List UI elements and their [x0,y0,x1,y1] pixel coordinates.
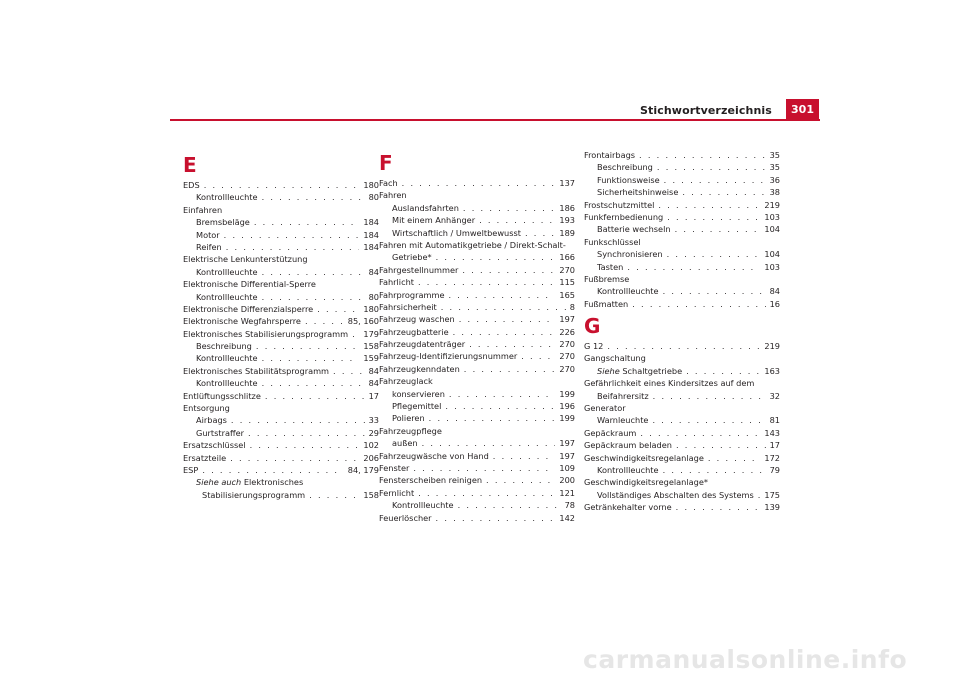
index-entry-label: Frontairbags [584,150,636,160]
dot-leader [479,214,555,226]
index-page-number: 270 [559,264,575,275]
dot-leader [333,365,365,377]
see-also-line [183,476,379,488]
index-entry [584,414,780,426]
index-entry-label: Beifahrersitz [597,390,649,401]
index-entry [584,365,780,377]
index-entry [584,223,780,235]
index-page-number: 84 [368,378,379,389]
index-entry-label: Batterie wechseln [597,224,671,235]
index-page-number: 109 [559,462,575,473]
index-entry-label: Vollständiges Abschalten des Systems [597,489,754,500]
index-page-number: 163 [764,365,780,376]
index-entry-label: Polieren [392,413,425,424]
index-entry-label: Fahrzeugkenndaten [379,363,460,374]
index-page-number: 193 [559,215,575,226]
index-entry [183,229,379,241]
index-entry [379,177,575,189]
dot-leader [458,499,561,511]
index-entry-label: Wirtschaftlich / Umweltbewusst [392,227,521,238]
dot-leader [262,191,365,203]
index-entry [379,512,575,524]
dot-leader [708,452,760,464]
index-column-1 [183,154,379,501]
dot-leader [248,427,365,439]
dot-leader [676,439,766,451]
index-page-number: 199 [559,388,575,399]
index-entry-text: Schaltgetriebe [622,365,683,376]
index-entry-label: Fensterscheiben reinigen [379,475,483,486]
dot-leader [352,328,359,340]
index-page-number: 33 [368,415,379,426]
dot-leader [462,264,555,276]
index-page-number: 175 [764,489,780,500]
index-page-number: 29 [368,427,379,438]
index-page-number: 179 [363,328,379,339]
index-page-number: 32 [769,390,780,401]
index-page-number: 137 [559,178,575,188]
index-page-number: 142 [559,512,575,523]
index-page-number: 172 [764,452,780,463]
index-entry-label: Fußmatten [584,298,629,309]
index-entry [584,464,780,476]
dot-leader [493,450,556,462]
dot-leader [262,352,360,364]
index-entry [584,501,780,513]
index-entry [379,301,575,313]
dot-leader [422,437,556,449]
index-entry-label: Bremsbeläge [196,217,250,228]
index-entry [584,298,780,310]
index-entry [183,365,379,377]
index-page-number: 103 [764,211,780,222]
dot-leader [607,340,760,352]
index-entry-label: Motor [196,229,220,240]
index-entry [183,390,379,402]
index-page-number: 200 [559,475,575,486]
dot-leader [262,266,365,278]
index-page-number: 79 [769,464,780,475]
index-entry-label: G 12 [584,341,604,352]
see-also-target: Stabilisierungsprogramm [202,489,306,500]
index-page-number: 180 [363,180,379,190]
dot-leader [449,289,556,301]
dot-leader [663,464,766,476]
dot-leader [305,315,344,327]
index-column-2 [379,152,575,524]
index-entry-label: Fahrprogramme [379,289,445,300]
index-entry [584,161,780,173]
index-entry [183,464,379,476]
index-page-number: 104 [764,224,780,235]
index-page-number: 166 [559,252,575,263]
index-entry-label: Ersatzschlüssel [183,440,246,451]
dot-leader [459,313,556,325]
index-page-number: 102 [363,440,379,451]
index-entry [183,452,379,464]
index-page-number: 78 [564,500,575,511]
index-entry-label: Beschreibung [597,162,653,173]
index-entry [379,450,575,462]
index-page-number: 184 [363,217,379,228]
index-entry [584,390,780,402]
index-page-number: 219 [764,341,780,352]
index-page-number: 219 [764,199,780,210]
index-entry-label: Synchronisieren [597,249,663,260]
index-page-number: 165 [559,289,575,300]
index-entry-label: Fahrzeug waschen [379,314,455,325]
index-entry [183,191,379,203]
index-entry-label: Ersatzteile [183,452,227,463]
index-entry-label: Auslandsfahrten [392,202,459,213]
section-letter: G [584,314,601,339]
dot-leader [464,363,556,375]
index-entry-label: Tasten [597,261,624,272]
index-entry-label: Feuerlöscher [379,512,432,523]
index-entry [379,499,575,511]
index-entry [379,363,575,375]
dot-leader [262,377,365,389]
index-entry-label: Funktionsweise [597,174,660,185]
index-entry-label: Kontrollleuchte [392,500,454,511]
dot-leader [418,276,555,288]
see-also-entry [183,489,379,501]
index-entry [379,437,575,449]
index-entry-label: Kontrollleuchte [196,266,258,277]
index-heading: Fahren mit Automatikgetriebe / Direkt-Schalt- [379,239,566,250]
index-entry [183,377,379,389]
dot-leader [402,177,556,189]
dot-leader [317,303,359,315]
index-page-number: 81 [769,415,780,426]
index-heading: Elektronische Differential-Sperre [183,279,316,290]
index-entry [379,227,575,239]
index-entry [584,489,780,501]
section-letter: E [183,153,197,177]
index-page-number: 36 [769,174,780,185]
index-page-number: 104 [764,249,780,260]
dot-leader [230,452,359,464]
index-page-number: 189 [559,227,575,238]
see-also-text: Elektronisches [243,477,304,488]
dot-leader [445,400,555,412]
index-page-number: 80 [368,291,379,302]
index-entry-label: Reifen [196,241,222,252]
index-entry [183,414,379,426]
dot-leader [652,414,765,426]
dot-leader [469,338,555,350]
dot-leader [525,227,555,239]
index-entry-label: Pflegemittel [392,401,442,412]
index-entry-label: ESP [183,464,199,475]
dot-leader [204,179,360,191]
index-page-number: 85, 160 [347,316,379,327]
index-heading: Funkschlüssel [584,236,641,247]
index-page-number: 84 [769,286,780,297]
index-entry-label: Kontrollleuchte [196,192,258,203]
dot-leader [667,248,761,260]
index-entry [183,179,379,191]
index-heading: Generator [584,403,626,414]
dot-leader [675,223,761,235]
index-entry [183,340,379,352]
dot-leader [521,350,555,362]
index-entry [183,352,379,364]
index-entry [584,261,780,273]
dot-leader [664,174,766,186]
index-page-number: 197 [559,438,575,449]
header-divider [170,119,820,121]
dot-leader [262,291,365,303]
index-page-number: 226 [559,326,575,337]
index-entry [584,452,780,464]
index-heading: Einfahren [183,204,223,215]
index-entry-label: Fahrsicherheit [379,301,437,312]
index-heading: Fußbremse [584,273,630,284]
index-entry-label: konservieren [392,388,445,399]
index-page-number: 84 [368,266,379,277]
index-entry [183,303,379,315]
dot-leader [663,285,766,297]
index-entry [379,202,575,214]
index-entry [379,251,575,263]
index-page-number: 159 [363,353,379,364]
index-page-number: 139 [764,502,780,513]
index-heading: Elektrische Lenkunterstützung [183,254,308,265]
index-column-3 [584,149,780,514]
index-entry [584,427,780,439]
dot-leader [202,464,343,476]
index-page-number: 121 [559,487,575,498]
index-entry-label: Fahrlicht [379,277,414,288]
page-number-badge: 301 [786,99,819,119]
index-page-number: 84 [368,365,379,376]
index-heading: Fahrzeuglack [379,376,433,387]
dot-leader [676,501,761,513]
index-page-number: 38 [769,187,780,198]
index-entry-label: Elektronisches Stabilisierungsprogramm [183,328,349,339]
index-page-number: 115 [559,277,575,288]
index-entry-label [597,365,682,377]
index-heading: Fahrzeugpflege [379,425,442,436]
index-heading: Gefährlichkeit eines Kindersitzes auf dem [584,378,755,389]
dot-leader [436,512,556,524]
index-entry [379,487,575,499]
index-entry-label: Fahrzeugdatenträger [379,339,466,350]
index-page-number: 197 [559,314,575,325]
index-entry [183,427,379,439]
index-page-number: 184 [363,241,379,252]
index-entry [379,326,575,338]
index-entry [183,291,379,303]
index-entry-label: Kontrollleuchte [196,378,258,389]
index-entry-label: Kontrollleuchte [196,353,258,364]
index-page-number: 158 [363,341,379,352]
index-entry-label: Fahrzeugbatterie [379,326,449,337]
index-entry [379,462,575,474]
index-entry-label: Getränkehalter vorne [584,502,672,513]
index-page-number: 8 [569,301,575,312]
index-entry-label: Kontrollleuchte [196,291,258,302]
watermark: carmanualsonline.info [583,645,908,674]
index-entry [379,289,575,301]
dot-leader [486,474,555,486]
dot-leader [429,412,556,424]
dot-leader [627,261,760,273]
index-entry-label: Getriebe* [392,252,432,263]
dot-leader [682,186,765,198]
dot-leader [667,211,760,223]
index-entry [379,214,575,226]
index-entry [379,338,575,350]
index-page-number: 270 [559,363,575,374]
dot-leader [632,298,765,310]
dot-leader [453,326,556,338]
index-entry [183,315,379,327]
dot-leader [265,390,365,402]
index-entry-label: Geschwindigkeitsregelanlage [584,452,704,463]
index-page-number: 196 [559,401,575,412]
index-entry [584,149,780,161]
index-entry-label: Mit einem Anhänger [392,215,476,226]
dot-leader [254,216,360,228]
index-entry [584,285,780,297]
dot-leader [639,149,766,161]
dot-leader [436,251,556,263]
index-entry-label: Fenster [379,462,410,473]
index-page-number: 103 [764,261,780,272]
index-entry [183,266,379,278]
index-entry-label: Kontrollleuchte [597,464,659,475]
dot-leader [441,301,566,313]
index-entry [379,388,575,400]
index-entry [379,412,575,424]
index-page-number: 17 [368,390,379,401]
index-entry-label: Funkfernbedienung [584,211,664,222]
see-reference: Siehe [597,365,620,376]
index-entry [379,264,575,276]
dot-leader [640,427,760,439]
index-heading: Geschwindigkeitsregelanlage* [584,477,708,488]
index-entry-label: Beschreibung [196,341,252,352]
dot-leader [686,365,760,377]
dot-leader [250,439,360,451]
index-entry [584,248,780,260]
index-entry-label: Warnleuchte [597,415,649,426]
index-entry-label: EDS [183,180,200,190]
index-page-number: 17 [769,440,780,451]
index-page-number: 80 [368,192,379,203]
index-entry [584,340,780,352]
index-page-number: 197 [559,450,575,461]
index-entry-label: Gepäckraum [584,427,637,438]
index-entry [379,474,575,486]
index-entry-label: Fach [379,178,398,188]
index-entry-label: Fahrzeug-Identifizierungsnummer [379,351,518,362]
index-page-number: 16 [769,298,780,309]
dot-leader [413,462,555,474]
index-entry [584,174,780,186]
index-entry-label: Fernlicht [379,487,415,498]
index-page-number: 184 [363,229,379,240]
index-entry-label: außen [392,438,418,449]
section-letter: F [379,151,393,175]
index-page-number: 35 [769,162,780,173]
index-page-number: 199 [559,413,575,424]
dot-leader [256,340,359,352]
dot-leader [653,390,766,402]
index-entry-label: Sicherheitshinweise [597,187,679,198]
page-header-title: Stichwortverzeichnis [640,104,772,117]
index-entry [379,350,575,362]
dot-leader [758,489,761,501]
index-heading: Fahren [379,190,407,201]
see-also-prefix: Siehe auch [196,477,242,488]
index-page-number: 270 [559,351,575,362]
index-page-number: 84, 179 [347,464,379,475]
index-page-number: 186 [559,202,575,213]
dot-leader [231,414,365,426]
index-entry [183,328,379,340]
index-entry-label: Gurtstraffer [196,427,245,438]
index-entry [379,313,575,325]
index-heading: Gangschaltung [584,353,646,364]
index-entry-label: Elektronisches Stabilitätsprogramm [183,365,330,376]
dot-leader [463,202,555,214]
dot-leader [657,161,766,173]
index-page-number: 180 [363,303,379,314]
index-entry-label: Kontrollleuchte [597,286,659,297]
index-entry-label: Airbags [196,415,227,426]
index-entry [183,241,379,253]
index-entry-label: Entlüftungsschlitze [183,390,261,401]
index-entry [183,216,379,228]
index-page-number: 35 [769,150,780,160]
index-entry [379,276,575,288]
dot-leader [224,229,360,241]
index-entry-label: Fahrgestellnummer [379,264,459,275]
index-page-number: 143 [764,427,780,438]
index-page-number: 270 [559,339,575,350]
index-entry [183,439,379,451]
index-entry [584,439,780,451]
dot-leader [658,199,760,211]
index-entry-label: Elektronische Differenzialsperre [183,303,314,314]
index-entry [584,186,780,198]
dot-leader [418,487,555,499]
dot-leader [226,241,360,253]
index-entry-label: Fahrzeugwäsche von Hand [379,450,489,461]
index-page-number: 206 [363,452,379,463]
index-entry [584,199,780,211]
index-page-number: 158 [363,489,379,500]
index-entry [584,211,780,223]
index-entry-label: Elektronische Wegfahrsperre [183,316,301,327]
index-entry-label: Frostschutzmittel [584,199,655,210]
index-entry-label: Gepäckraum beladen [584,440,672,451]
index-entry [379,400,575,412]
dot-leader [449,388,555,400]
dot-leader [309,489,359,501]
index-heading: Entsorgung [183,403,230,414]
